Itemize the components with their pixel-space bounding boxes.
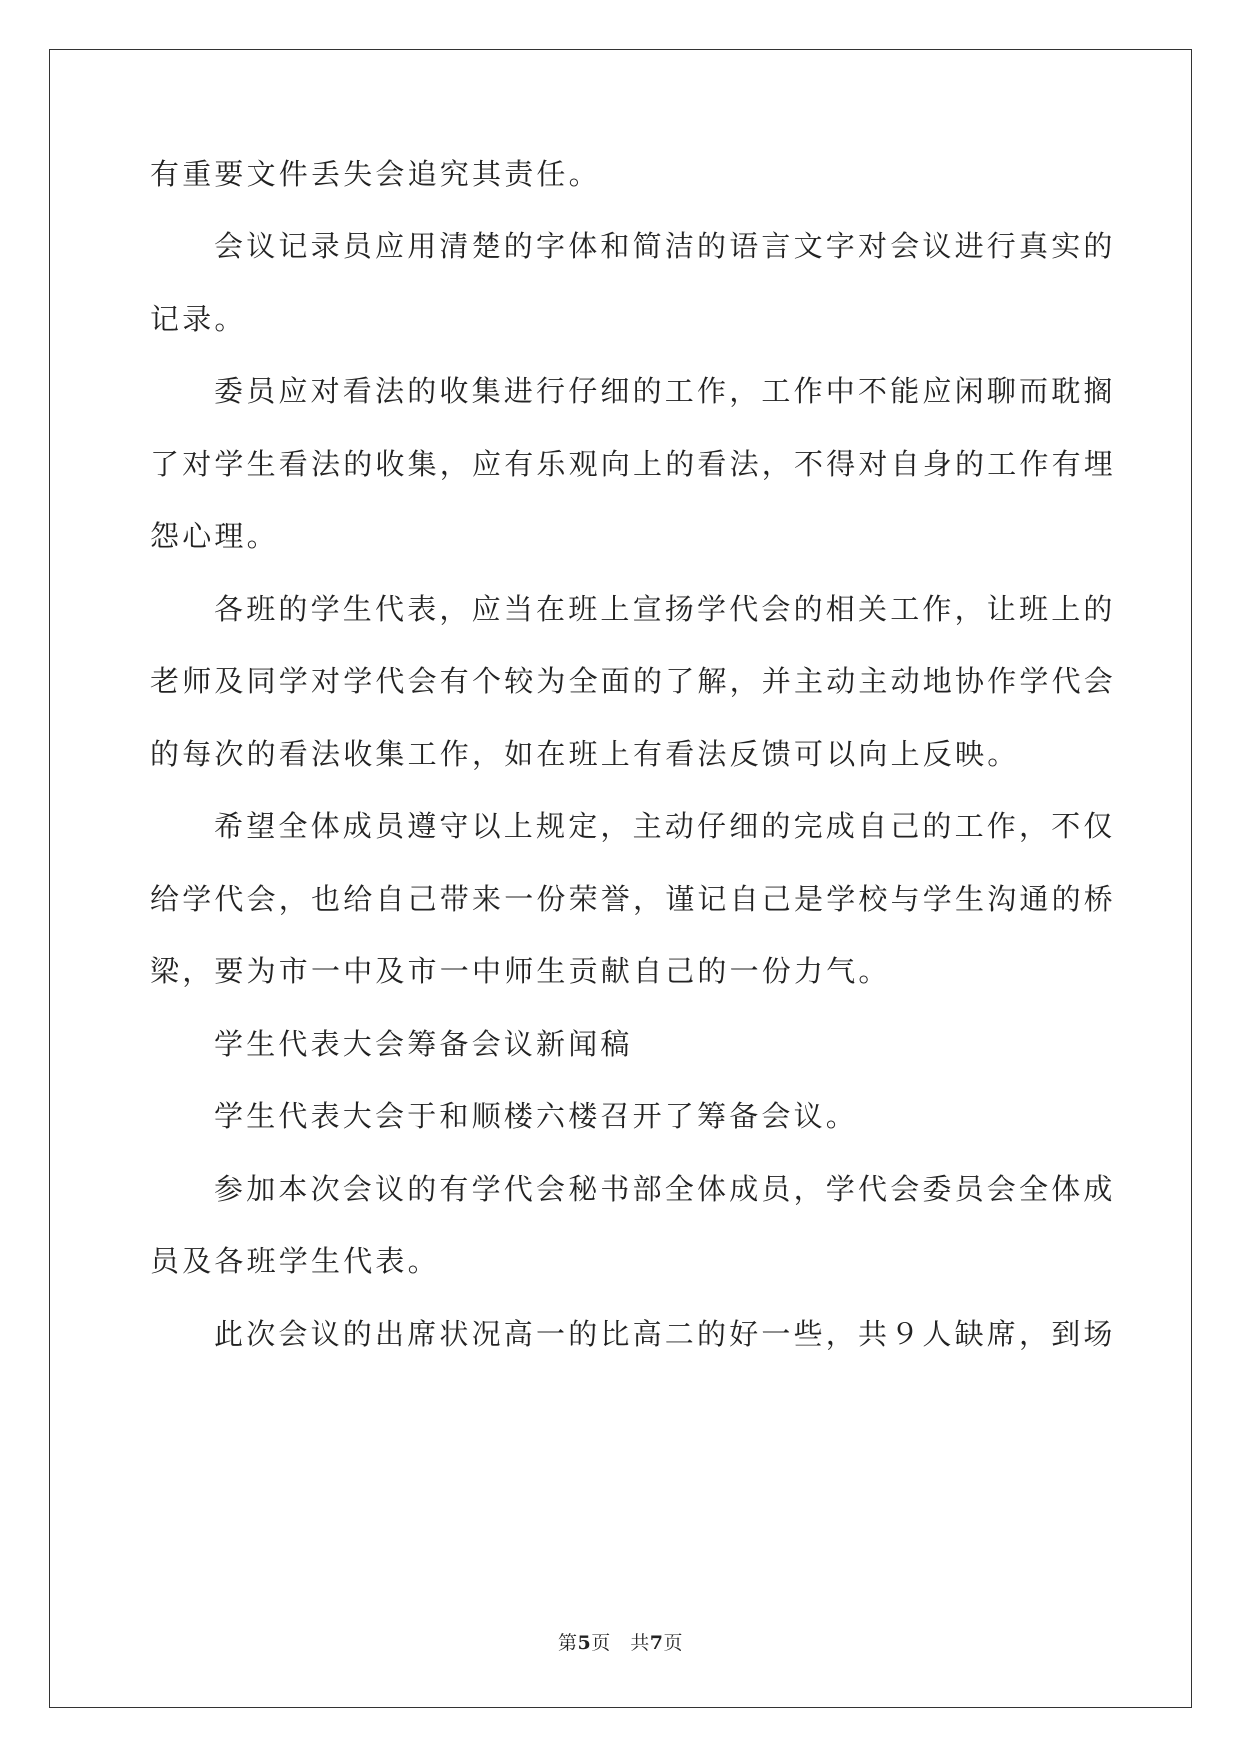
paragraph-line: 此次会议的出席状况高一的比高二的好一些，共９人缺席，到场 xyxy=(214,1317,1116,1351)
paragraph-line: 各班的学生代表，应当在班上宣扬学代会的相关工作，让班上的 xyxy=(214,592,1116,626)
footer-suffix: 页 xyxy=(663,1632,683,1654)
paragraph-line: 参加本次会议的有学代会秘书部全体成员，学代会委员会全体成 xyxy=(214,1172,1116,1206)
section-heading: 学生代表大会筹备会议新闻稿 xyxy=(214,1027,633,1061)
paragraph-line: 学生代表大会于和顺楼六楼召开了筹备会议。 xyxy=(214,1099,859,1133)
text-line: 怨心理。 xyxy=(150,519,279,553)
footer-prefix: 第 xyxy=(557,1632,578,1654)
text-line: 老师及同学对学代会有个较为全面的了解，并主动主动地协作学代会 xyxy=(150,664,1117,698)
text-line: 梁，要为市一中及市一中师生贡献自己的一份力气。 xyxy=(150,954,891,988)
paragraph-line: 委员应对看法的收集进行仔细的工作，工作中不能应闲聊而耽搁 xyxy=(214,374,1116,408)
footer-middle: 页 共 xyxy=(591,1632,650,1654)
text-line: 了对学生看法的收集，应有乐观向上的看法，不得对自身的工作有埋 xyxy=(150,447,1117,481)
text-line: 给学代会，也给自己带来一份荣誉，谨记自己是学校与学生沟通的桥 xyxy=(150,882,1117,916)
footer-page-number: 5 xyxy=(577,1632,592,1654)
text-line: 的每次的看法收集工作，如在班上有看法反馈可以向上反映。 xyxy=(150,737,1020,771)
text-line: 记录。 xyxy=(150,302,247,336)
paragraph-line: 希望全体成员遵守以上规定，主动仔细的完成自己的工作，不仅 xyxy=(214,809,1116,843)
page-footer xyxy=(0,1628,1241,1655)
paragraph-line: 会议记录员应用清楚的字体和简洁的语言文字对会议进行真实的 xyxy=(214,229,1116,263)
text-line: 有重要文件丢失会追究其责任。 xyxy=(150,157,601,191)
text-line: 员及各班学生代表。 xyxy=(150,1244,440,1278)
footer-total-pages: 7 xyxy=(649,1632,664,1654)
